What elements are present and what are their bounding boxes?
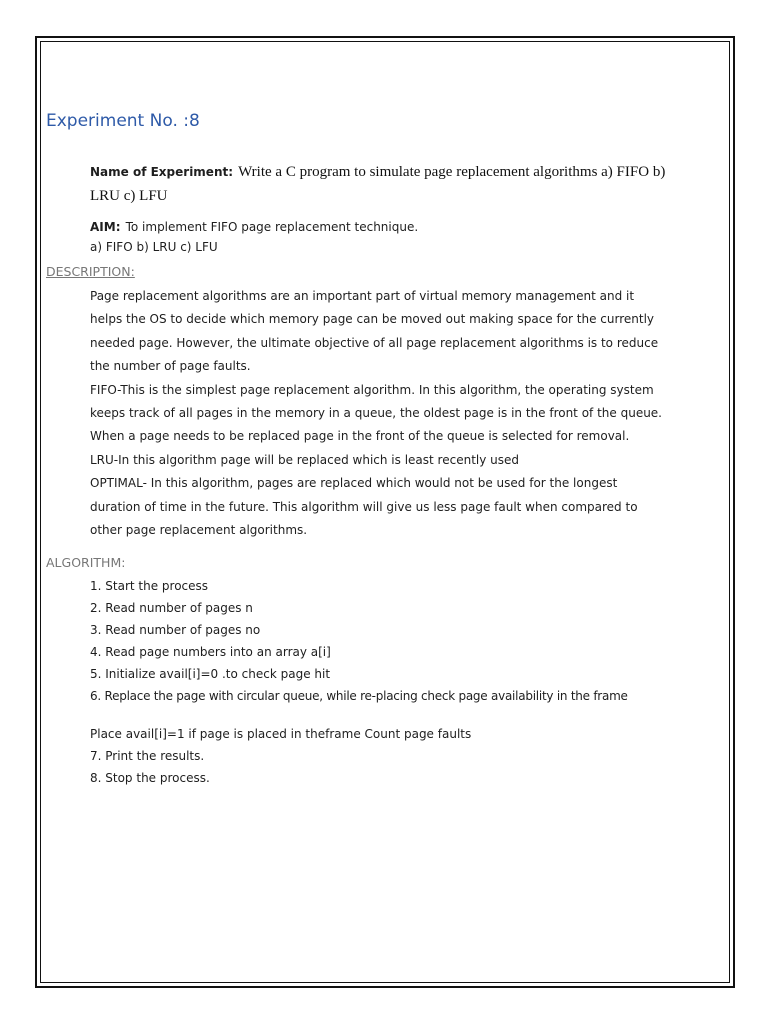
algorithm-step: 1. Start the process <box>90 579 209 593</box>
description-line: OPTIMAL- In this algorithm, pages are replaced which would not be used for the longest <box>90 476 618 491</box>
final-step: 7. Print the results. <box>90 749 205 763</box>
description-line: LRU-In this algorithm page will be replaced which is least recently used <box>90 452 519 467</box>
aim-text: To implement FIFO page replacement technique. <box>125 220 419 234</box>
algorithm-step: 5. Initialize avail[i]=0 .to check page hit <box>90 667 331 681</box>
algorithm-step: 4. Read page numbers into an array a[i] <box>90 645 331 659</box>
description-line: keeps track of all pages in the memory in a queue, the oldest page is in the front of the queue. <box>90 406 662 421</box>
description-line: needed page. However, the ultimate objective of all page replacement algorithms is to reduce <box>90 335 659 350</box>
description-line: FIFO-This is the simplest page replacement algorithm. In this algorithm, the operating system <box>90 382 654 397</box>
description-line: duration of time in the future. This algorithm will give us less page fault when compared to <box>90 499 638 514</box>
name-text-line2: LRU c) LFU <box>90 188 168 204</box>
experiment-name <box>90 161 665 181</box>
aim-label: AIM: <box>90 220 121 234</box>
description-line: the number of page faults. <box>90 359 251 374</box>
description-body <box>90 285 678 542</box>
name-text-line1: Write a C program to simulate page replacement algorithms a) FIFO b) <box>238 164 666 180</box>
algorithm-heading: ALGORITHM: <box>46 555 126 570</box>
name-label: Name of Experiment: <box>90 165 234 179</box>
place-line: Place avail[i]=1 if page is placed in theframe Count page faults <box>90 727 472 741</box>
final-step: 8. Stop the process. <box>90 771 210 785</box>
page-title: Experiment No. :8 <box>46 111 200 131</box>
aim <box>90 216 418 235</box>
description-line: other page replacement algorithms. <box>90 523 308 538</box>
description-line: When a page needs to be replaced page in the front of the queue is selected for removal. <box>90 429 630 444</box>
algorithm-step: 2. Read number of pages n <box>90 601 253 615</box>
options-line: a) FIFO b) LRU c) LFU <box>90 240 218 254</box>
algorithm-step: 3. Read number of pages no <box>90 623 261 637</box>
description-heading: DESCRIPTION: <box>46 264 135 279</box>
algorithm-step: 6. Replace the page with circular queue, while re-placing check page availability in the frame <box>90 689 628 703</box>
description-line: Page replacement algorithms are an important part of virtual memory management and it <box>90 289 635 303</box>
description-line: helps the OS to decide which memory page can be moved out making space for the currently <box>90 312 655 327</box>
